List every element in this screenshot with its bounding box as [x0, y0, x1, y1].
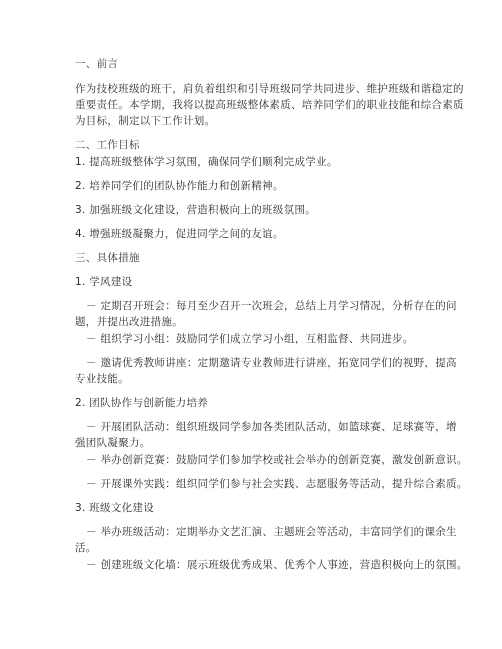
subsection-title: 3. 班级文化建设: [75, 502, 155, 514]
measure-line: 题，并提出改进措施。: [75, 316, 183, 328]
measure-line: － 邀请优秀教师讲座：定期邀请专业教师进行讲座，拓宽同学们的视野，提高: [86, 357, 457, 369]
measure-line: 专业技能。: [75, 373, 129, 385]
goal-item: 4. 增强班级凝聚力，促进同学之间的友谊。: [75, 228, 284, 240]
measure-line: 强团队凝聚力。: [75, 437, 151, 449]
measure-line: － 举办创新竞赛：鼓励同学们参加学校或社会举办的创新竞赛，激发创新意识。: [86, 454, 468, 466]
paragraph-line: 重要责任。本学期，我将以提高班级整体素质、培养同学们的职业技能和综合素质: [75, 99, 464, 111]
goal-item: 1. 提高班级整体学习氛围，确保同学们顺利完成学业。: [75, 156, 338, 168]
goal-item: 3. 加强班级文化建设，营造积极向上的班级氛围。: [75, 204, 317, 216]
measure-line: － 开展课外实践：组织同学们参与社会实践、志愿服务等活动，提升综合素质。: [86, 478, 468, 490]
paragraph-line: 为目标，制定以下工作计划。: [75, 115, 216, 127]
subsection-title: 1. 学风建设: [75, 276, 133, 288]
subsection-title: 2. 团队协作与创新能力培养: [75, 397, 209, 409]
measure-line: － 创建班级文化墙：展示班级优秀成果、优秀个人事迹，营造积极向上的氛围。: [86, 559, 468, 571]
measure-line: － 开展团队活动：组织班级同学参加各类团队活动，如篮球赛、足球赛等，增: [86, 421, 457, 433]
measure-line: － 举办班级活动：定期举办文艺汇演、主题班会等活动，丰富同学们的课余生: [86, 526, 457, 538]
measure-line: 活。: [75, 542, 97, 554]
goal-item: 2. 培养同学们的团队协作能力和创新精神。: [75, 180, 284, 192]
section-title-measures: 三、具体措施: [75, 252, 140, 264]
measure-line: － 定期召开班会：每月至少召开一次班会，总结上月学习情况，分析存在的问: [86, 300, 457, 312]
section-title-preface: 一、前言: [75, 58, 119, 70]
paragraph-line: 作为技校班级的班干，肩负着组织和引导班级同学共同进步、维护班级和谐稳定的: [75, 83, 464, 95]
section-title-goals: 二、工作目标: [75, 139, 140, 151]
measure-line: － 组织学习小组：鼓励同学们成立学习小组，互相监督、共同进步。: [86, 333, 414, 345]
